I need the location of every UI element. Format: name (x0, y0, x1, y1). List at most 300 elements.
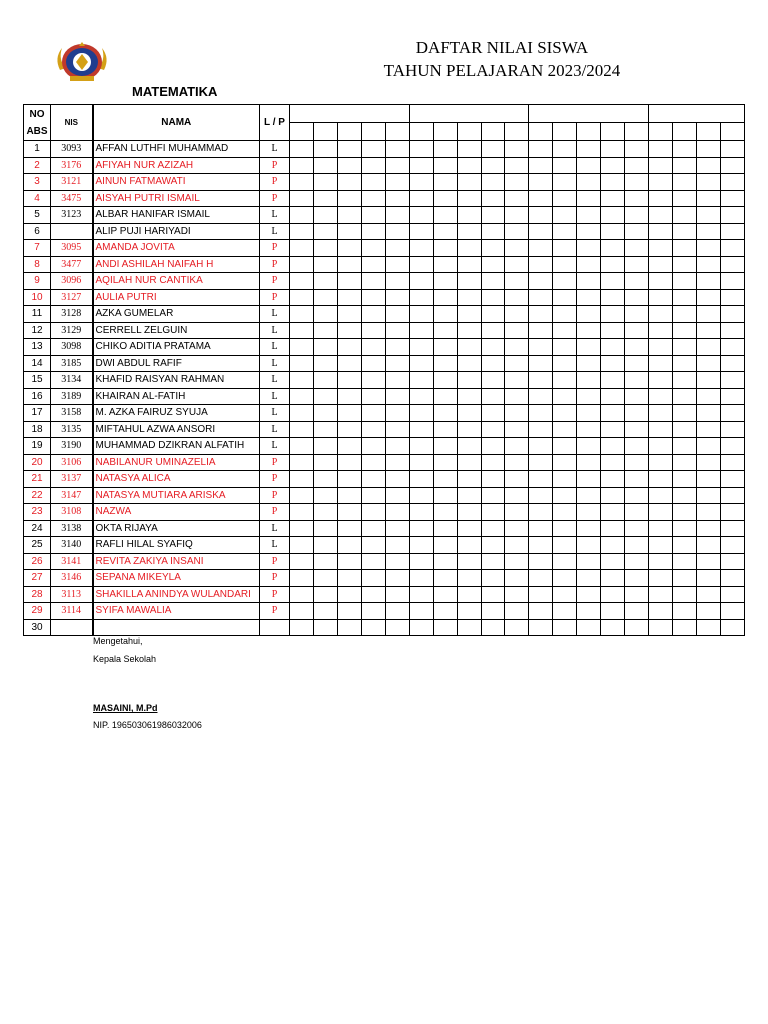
score-cell[interactable] (720, 355, 744, 372)
score-cell[interactable] (505, 157, 529, 174)
score-cell[interactable] (313, 322, 337, 339)
score-cell[interactable] (720, 273, 744, 290)
score-cell[interactable] (313, 306, 337, 323)
score-cell[interactable] (409, 586, 433, 603)
score-cell[interactable] (696, 256, 720, 273)
score-cell[interactable] (601, 372, 625, 389)
score-cell[interactable] (457, 603, 481, 620)
score-cell[interactable] (601, 289, 625, 306)
score-cell[interactable] (553, 306, 577, 323)
score-cell[interactable] (649, 388, 673, 405)
score-cell[interactable] (529, 537, 553, 554)
score-cell[interactable] (649, 256, 673, 273)
score-cell[interactable] (529, 157, 553, 174)
score-cell[interactable] (290, 240, 314, 257)
score-cell[interactable] (433, 207, 457, 224)
score-cell[interactable] (673, 388, 697, 405)
score-cell[interactable] (385, 570, 409, 587)
score-cell[interactable] (601, 240, 625, 257)
score-cell[interactable] (625, 586, 649, 603)
score-cell[interactable] (649, 273, 673, 290)
score-cell[interactable] (720, 537, 744, 554)
score-cell[interactable] (601, 306, 625, 323)
score-cell[interactable] (529, 223, 553, 240)
score-cell[interactable] (696, 157, 720, 174)
score-cell[interactable] (601, 256, 625, 273)
score-cell[interactable] (433, 174, 457, 191)
score-cell[interactable] (409, 388, 433, 405)
score-cell[interactable] (409, 289, 433, 306)
score-cell[interactable] (696, 355, 720, 372)
score-cell[interactable] (409, 619, 433, 636)
score-cell[interactable] (505, 487, 529, 504)
score-cell[interactable] (433, 537, 457, 554)
score-cell[interactable] (290, 421, 314, 438)
score-cell[interactable] (720, 454, 744, 471)
score-cell[interactable] (481, 586, 505, 603)
score-cell[interactable] (385, 240, 409, 257)
score-cell[interactable] (337, 487, 361, 504)
score-cell[interactable] (673, 223, 697, 240)
score-cell[interactable] (481, 322, 505, 339)
score-cell[interactable] (385, 190, 409, 207)
score-cell[interactable] (337, 586, 361, 603)
score-cell[interactable] (720, 190, 744, 207)
score-cell[interactable] (649, 405, 673, 422)
score-cell[interactable] (481, 157, 505, 174)
score-cell[interactable] (625, 504, 649, 521)
score-cell[interactable] (673, 619, 697, 636)
score-cell[interactable] (433, 289, 457, 306)
score-cell[interactable] (553, 520, 577, 537)
score-cell[interactable] (433, 504, 457, 521)
score-cell[interactable] (696, 553, 720, 570)
score-cell[interactable] (290, 504, 314, 521)
score-cell[interactable] (553, 339, 577, 356)
score-cell[interactable] (505, 471, 529, 488)
score-cell[interactable] (720, 207, 744, 224)
score-cell[interactable] (337, 603, 361, 620)
score-cell[interactable] (696, 174, 720, 191)
score-cell[interactable] (577, 454, 601, 471)
score-cell[interactable] (625, 339, 649, 356)
score-cell[interactable] (505, 322, 529, 339)
score-cell[interactable] (385, 289, 409, 306)
score-cell[interactable] (673, 141, 697, 158)
score-cell[interactable] (337, 421, 361, 438)
score-cell[interactable] (553, 207, 577, 224)
score-cell[interactable] (720, 388, 744, 405)
score-cell[interactable] (553, 355, 577, 372)
score-cell[interactable] (720, 553, 744, 570)
score-cell[interactable] (361, 190, 385, 207)
score-cell[interactable] (625, 240, 649, 257)
score-cell[interactable] (529, 586, 553, 603)
score-cell[interactable] (409, 438, 433, 455)
score-cell[interactable] (649, 190, 673, 207)
score-cell[interactable] (313, 553, 337, 570)
score-cell[interactable] (553, 273, 577, 290)
score-cell[interactable] (313, 537, 337, 554)
score-cell[interactable] (361, 223, 385, 240)
score-cell[interactable] (625, 157, 649, 174)
score-cell[interactable] (313, 454, 337, 471)
score-cell[interactable] (361, 207, 385, 224)
score-cell[interactable] (649, 240, 673, 257)
score-cell[interactable] (409, 339, 433, 356)
score-cell[interactable] (649, 619, 673, 636)
score-cell[interactable] (601, 157, 625, 174)
score-cell[interactable] (409, 256, 433, 273)
score-cell[interactable] (481, 355, 505, 372)
score-cell[interactable] (433, 603, 457, 620)
score-cell[interactable] (409, 504, 433, 521)
score-cell[interactable] (361, 553, 385, 570)
score-cell[interactable] (505, 207, 529, 224)
score-cell[interactable] (433, 157, 457, 174)
score-cell[interactable] (673, 603, 697, 620)
score-cell[interactable] (290, 190, 314, 207)
score-cell[interactable] (361, 174, 385, 191)
score-cell[interactable] (625, 421, 649, 438)
score-cell[interactable] (457, 570, 481, 587)
score-cell[interactable] (673, 487, 697, 504)
score-cell[interactable] (457, 223, 481, 240)
score-cell[interactable] (577, 240, 601, 257)
score-cell[interactable] (290, 256, 314, 273)
score-cell[interactable] (696, 339, 720, 356)
score-cell[interactable] (409, 190, 433, 207)
score-cell[interactable] (529, 256, 553, 273)
score-cell[interactable] (625, 454, 649, 471)
score-cell[interactable] (577, 141, 601, 158)
score-cell[interactable] (673, 256, 697, 273)
score-cell[interactable] (481, 553, 505, 570)
score-cell[interactable] (361, 619, 385, 636)
score-cell[interactable] (457, 207, 481, 224)
score-cell[interactable] (505, 141, 529, 158)
score-cell[interactable] (385, 322, 409, 339)
score-cell[interactable] (457, 190, 481, 207)
score-cell[interactable] (625, 141, 649, 158)
score-cell[interactable] (577, 619, 601, 636)
score-cell[interactable] (457, 454, 481, 471)
score-cell[interactable] (505, 454, 529, 471)
score-cell[interactable] (457, 537, 481, 554)
score-cell[interactable] (601, 339, 625, 356)
score-cell[interactable] (337, 256, 361, 273)
score-cell[interactable] (505, 256, 529, 273)
score-cell[interactable] (505, 273, 529, 290)
score-cell[interactable] (577, 223, 601, 240)
score-cell[interactable] (481, 619, 505, 636)
score-cell[interactable] (361, 306, 385, 323)
score-cell[interactable] (481, 223, 505, 240)
score-cell[interactable] (673, 339, 697, 356)
score-cell[interactable] (529, 339, 553, 356)
score-cell[interactable] (385, 174, 409, 191)
score-cell[interactable] (337, 537, 361, 554)
score-cell[interactable] (290, 537, 314, 554)
score-cell[interactable] (601, 207, 625, 224)
score-cell[interactable] (433, 388, 457, 405)
score-cell[interactable] (313, 619, 337, 636)
score-cell[interactable] (409, 553, 433, 570)
score-cell[interactable] (673, 405, 697, 422)
score-cell[interactable] (290, 388, 314, 405)
score-cell[interactable] (313, 339, 337, 356)
score-cell[interactable] (529, 454, 553, 471)
score-cell[interactable] (553, 372, 577, 389)
score-cell[interactable] (385, 207, 409, 224)
score-cell[interactable] (673, 174, 697, 191)
score-cell[interactable] (457, 504, 481, 521)
score-cell[interactable] (696, 471, 720, 488)
score-cell[interactable] (457, 322, 481, 339)
score-cell[interactable] (720, 471, 744, 488)
score-cell[interactable] (553, 504, 577, 521)
score-cell[interactable] (409, 174, 433, 191)
score-cell[interactable] (696, 586, 720, 603)
score-cell[interactable] (290, 487, 314, 504)
score-cell[interactable] (290, 289, 314, 306)
score-cell[interactable] (481, 421, 505, 438)
score-cell[interactable] (290, 157, 314, 174)
score-cell[interactable] (361, 520, 385, 537)
score-cell[interactable] (673, 273, 697, 290)
score-cell[interactable] (577, 570, 601, 587)
score-cell[interactable] (385, 256, 409, 273)
score-cell[interactable] (696, 504, 720, 521)
score-cell[interactable] (696, 190, 720, 207)
score-cell[interactable] (625, 471, 649, 488)
score-cell[interactable] (313, 190, 337, 207)
score-cell[interactable] (601, 619, 625, 636)
score-cell[interactable] (505, 306, 529, 323)
score-cell[interactable] (361, 537, 385, 554)
score-cell[interactable] (577, 471, 601, 488)
score-cell[interactable] (696, 438, 720, 455)
score-cell[interactable] (696, 619, 720, 636)
score-cell[interactable] (625, 273, 649, 290)
score-cell[interactable] (720, 421, 744, 438)
score-cell[interactable] (529, 520, 553, 537)
score-cell[interactable] (720, 619, 744, 636)
score-cell[interactable] (577, 289, 601, 306)
score-cell[interactable] (409, 240, 433, 257)
score-cell[interactable] (720, 520, 744, 537)
score-cell[interactable] (361, 586, 385, 603)
score-cell[interactable] (505, 372, 529, 389)
score-cell[interactable] (361, 322, 385, 339)
score-cell[interactable] (553, 487, 577, 504)
score-cell[interactable] (290, 570, 314, 587)
score-cell[interactable] (649, 223, 673, 240)
score-cell[interactable] (529, 570, 553, 587)
score-cell[interactable] (720, 256, 744, 273)
score-cell[interactable] (649, 504, 673, 521)
score-cell[interactable] (313, 405, 337, 422)
score-cell[interactable] (625, 603, 649, 620)
score-cell[interactable] (409, 537, 433, 554)
score-cell[interactable] (553, 537, 577, 554)
score-cell[interactable] (601, 421, 625, 438)
score-cell[interactable] (529, 504, 553, 521)
score-cell[interactable] (337, 141, 361, 158)
score-cell[interactable] (290, 471, 314, 488)
score-cell[interactable] (313, 157, 337, 174)
score-cell[interactable] (337, 388, 361, 405)
score-cell[interactable] (361, 256, 385, 273)
score-cell[interactable] (361, 240, 385, 257)
score-cell[interactable] (313, 355, 337, 372)
score-cell[interactable] (696, 388, 720, 405)
score-cell[interactable] (361, 388, 385, 405)
score-cell[interactable] (696, 306, 720, 323)
score-cell[interactable] (313, 223, 337, 240)
score-cell[interactable] (385, 520, 409, 537)
score-cell[interactable] (696, 405, 720, 422)
score-cell[interactable] (409, 141, 433, 158)
score-cell[interactable] (481, 306, 505, 323)
score-cell[interactable] (553, 603, 577, 620)
score-cell[interactable] (673, 520, 697, 537)
score-cell[interactable] (577, 190, 601, 207)
score-cell[interactable] (720, 289, 744, 306)
score-cell[interactable] (409, 570, 433, 587)
score-cell[interactable] (577, 504, 601, 521)
score-cell[interactable] (601, 537, 625, 554)
score-cell[interactable] (313, 174, 337, 191)
score-cell[interactable] (529, 553, 553, 570)
score-cell[interactable] (601, 570, 625, 587)
score-cell[interactable] (290, 603, 314, 620)
score-cell[interactable] (433, 223, 457, 240)
score-cell[interactable] (290, 405, 314, 422)
score-cell[interactable] (290, 322, 314, 339)
score-cell[interactable] (433, 553, 457, 570)
score-cell[interactable] (673, 240, 697, 257)
score-cell[interactable] (337, 273, 361, 290)
score-cell[interactable] (673, 570, 697, 587)
score-cell[interactable] (290, 306, 314, 323)
score-cell[interactable] (505, 553, 529, 570)
score-cell[interactable] (529, 289, 553, 306)
score-cell[interactable] (433, 141, 457, 158)
score-cell[interactable] (696, 487, 720, 504)
score-cell[interactable] (505, 570, 529, 587)
score-cell[interactable] (649, 141, 673, 158)
score-cell[interactable] (625, 256, 649, 273)
score-cell[interactable] (649, 586, 673, 603)
score-cell[interactable] (457, 438, 481, 455)
score-cell[interactable] (433, 190, 457, 207)
score-cell[interactable] (385, 438, 409, 455)
score-cell[interactable] (385, 372, 409, 389)
score-cell[interactable] (457, 306, 481, 323)
score-cell[interactable] (290, 141, 314, 158)
score-cell[interactable] (313, 273, 337, 290)
score-cell[interactable] (385, 223, 409, 240)
score-cell[interactable] (577, 405, 601, 422)
score-cell[interactable] (313, 520, 337, 537)
score-cell[interactable] (385, 454, 409, 471)
score-cell[interactable] (720, 586, 744, 603)
score-cell[interactable] (625, 207, 649, 224)
score-cell[interactable] (649, 289, 673, 306)
score-cell[interactable] (337, 306, 361, 323)
score-cell[interactable] (601, 603, 625, 620)
score-cell[interactable] (577, 487, 601, 504)
score-cell[interactable] (505, 289, 529, 306)
score-cell[interactable] (337, 322, 361, 339)
score-cell[interactable] (433, 322, 457, 339)
score-cell[interactable] (720, 141, 744, 158)
score-cell[interactable] (313, 372, 337, 389)
score-cell[interactable] (601, 553, 625, 570)
score-cell[interactable] (481, 141, 505, 158)
score-cell[interactable] (529, 207, 553, 224)
score-cell[interactable] (649, 306, 673, 323)
score-cell[interactable] (361, 454, 385, 471)
score-cell[interactable] (577, 520, 601, 537)
score-cell[interactable] (409, 405, 433, 422)
score-cell[interactable] (409, 520, 433, 537)
score-cell[interactable] (649, 520, 673, 537)
score-cell[interactable] (553, 240, 577, 257)
score-cell[interactable] (529, 372, 553, 389)
score-cell[interactable] (553, 322, 577, 339)
score-cell[interactable] (337, 372, 361, 389)
score-cell[interactable] (361, 157, 385, 174)
score-cell[interactable] (601, 190, 625, 207)
score-cell[interactable] (505, 438, 529, 455)
score-cell[interactable] (481, 256, 505, 273)
score-cell[interactable] (720, 603, 744, 620)
score-cell[interactable] (481, 603, 505, 620)
score-cell[interactable] (553, 619, 577, 636)
score-cell[interactable] (577, 603, 601, 620)
score-cell[interactable] (337, 207, 361, 224)
score-cell[interactable] (601, 355, 625, 372)
score-cell[interactable] (457, 141, 481, 158)
score-cell[interactable] (577, 372, 601, 389)
score-cell[interactable] (649, 157, 673, 174)
score-cell[interactable] (529, 487, 553, 504)
score-cell[interactable] (601, 487, 625, 504)
score-cell[interactable] (313, 504, 337, 521)
score-cell[interactable] (337, 570, 361, 587)
score-cell[interactable] (649, 339, 673, 356)
score-cell[interactable] (625, 289, 649, 306)
score-cell[interactable] (409, 207, 433, 224)
score-cell[interactable] (290, 223, 314, 240)
score-cell[interactable] (577, 586, 601, 603)
score-cell[interactable] (529, 240, 553, 257)
score-cell[interactable] (361, 487, 385, 504)
score-cell[interactable] (385, 471, 409, 488)
score-cell[interactable] (505, 174, 529, 191)
score-cell[interactable] (649, 174, 673, 191)
score-cell[interactable] (409, 372, 433, 389)
score-cell[interactable] (720, 306, 744, 323)
score-cell[interactable] (481, 570, 505, 587)
score-cell[interactable] (625, 570, 649, 587)
score-cell[interactable] (649, 471, 673, 488)
score-cell[interactable] (337, 339, 361, 356)
score-cell[interactable] (601, 454, 625, 471)
score-cell[interactable] (601, 405, 625, 422)
